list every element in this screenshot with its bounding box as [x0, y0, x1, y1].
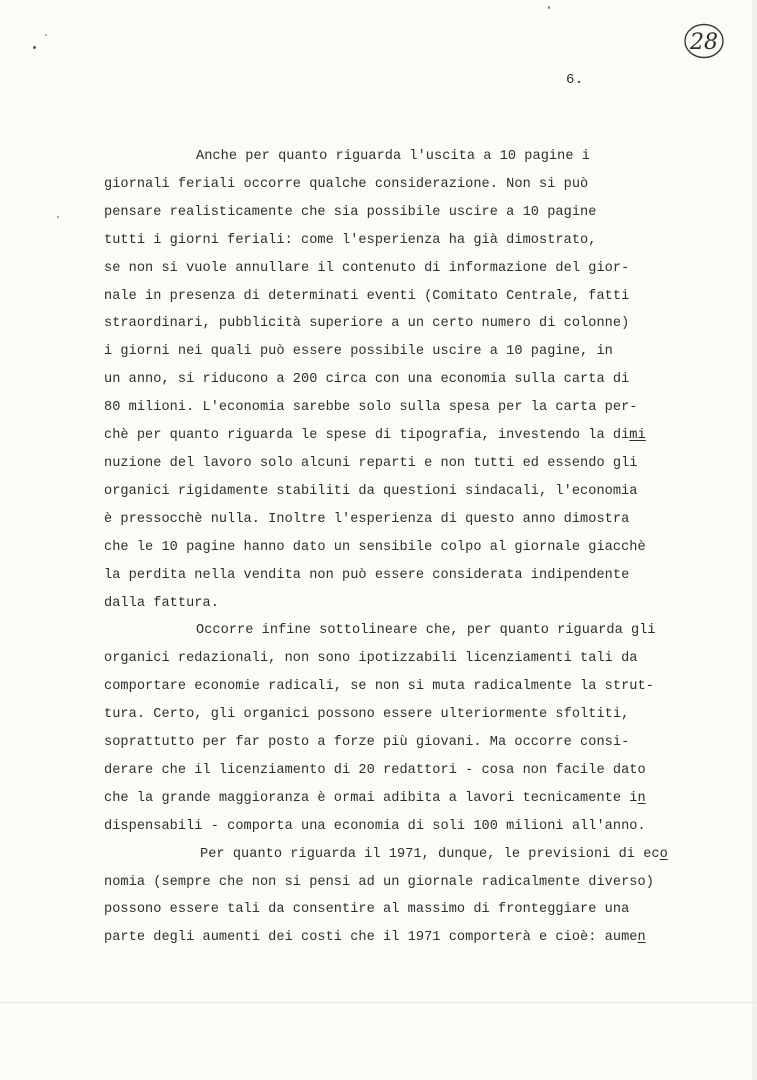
text-line: un anno, si riducono a 200 circa con una economia sulla carta di [104, 372, 630, 388]
text-line [104, 422, 744, 450]
text-line: Anche per quanto riguarda l'uscita a 10 pagine i [196, 149, 590, 164]
page-edge-shadow [752, 0, 757, 1080]
text-line: nale in presenza di determinati eventi (Comitato Centrale, fatti [104, 288, 630, 304]
text-line: straordinari, pubblicità superiore a un certo numero di colonne) [104, 316, 630, 332]
text-line: derare che il licenziamento di 20 redattori - cosa non facile dato [104, 762, 646, 778]
text-line: 80 milioni. L'economia sarebbe solo sulla spesa per la carta per- [104, 400, 638, 416]
text-line: Occorre infine sottolineare che, per quanto riguarda gli [196, 623, 656, 639]
text-line: tura. Certo, gli organici possono essere ulteriormente sfoltiti, [104, 707, 630, 723]
text-line [104, 924, 744, 952]
text-line: che le 10 pagine hanno dato un sensibile colpo al giornale giacchè [104, 539, 646, 555]
text-line: giornali feriali occorre qualche considerazione. Non si può [104, 176, 589, 192]
text-segment: Per quanto riguarda il 1971, dunque, le previsioni di ec [200, 846, 660, 862]
ink-speck [45, 34, 47, 36]
text-line: pensare realisticamente che sia possibile uscire a 10 pagine [104, 204, 597, 220]
paragraph [104, 841, 744, 953]
text-line: soprattutto per far posto a forze più giovani. Ma occorre consi- [104, 735, 630, 751]
ink-speck [57, 216, 59, 218]
paragraph [104, 143, 744, 617]
text-line: è pressocchè nulla. Inoltre l'esperienza di questo anno dimostra [104, 511, 630, 527]
stamp-number: 28 [690, 30, 718, 55]
text-line: dispensabili - comporta una economia di soli 100 milioni all'anno. [104, 818, 646, 834]
text-line: dalla fattura. [104, 595, 219, 611]
page-stamp [683, 22, 725, 60]
text-line: nomia (sempre che non si pensi ad un giornale radicalmente diverso) [104, 874, 654, 890]
text-line: i giorni nei quali può essere possibile uscire a 10 pagine, in [104, 344, 613, 360]
text-segment: che la grande maggioranza è ormai adibita a lavori tecnicamente i [104, 790, 638, 806]
text-line [104, 841, 744, 869]
page-number: 6. [566, 72, 584, 88]
text-line: la perdita nella vendita non può essere considerata indipendente [104, 567, 630, 583]
ink-speck [548, 6, 550, 9]
stamp-circle-icon [683, 22, 725, 60]
paragraph [104, 617, 744, 840]
text-line: organici redazionali, non sono ipotizzabili licenziamenti tali da [104, 651, 638, 667]
ink-speck [33, 46, 36, 49]
text-line: se non si vuole annullare il contenuto di informazione del gior- [104, 260, 630, 276]
underlined-hyphen-continuation: n [637, 790, 646, 806]
text-line: nuzione del lavoro solo alcuni reparti e non tutti ed essendo gli [104, 455, 638, 471]
text-line: tutti i giorni feriali: come l'esperienza ha già dimostrato, [104, 232, 597, 248]
underlined-hyphen-continuation: o [659, 846, 668, 862]
text-segment: chè per quanto riguarda le spese di tipografia, investendo la di [104, 428, 630, 444]
text-segment: parte degli aumenti dei costi che il 1971 comporterà e cioè: aume [104, 930, 638, 946]
text-line: organici rigidamente stabiliti da questioni sindacali, l'economia [104, 483, 638, 499]
page-bottom-edge [0, 1002, 757, 1003]
underlined-hyphen-continuation: n [637, 930, 646, 946]
underlined-hyphen-continuation: mi [629, 428, 646, 444]
text-line: comportare economie radicali, se non si muta radicalmente la strut- [104, 679, 654, 695]
text-line [104, 785, 744, 813]
text-line: possono essere tali da consentire al massimo di fronteggiare una [104, 902, 630, 918]
document-body [104, 143, 744, 952]
